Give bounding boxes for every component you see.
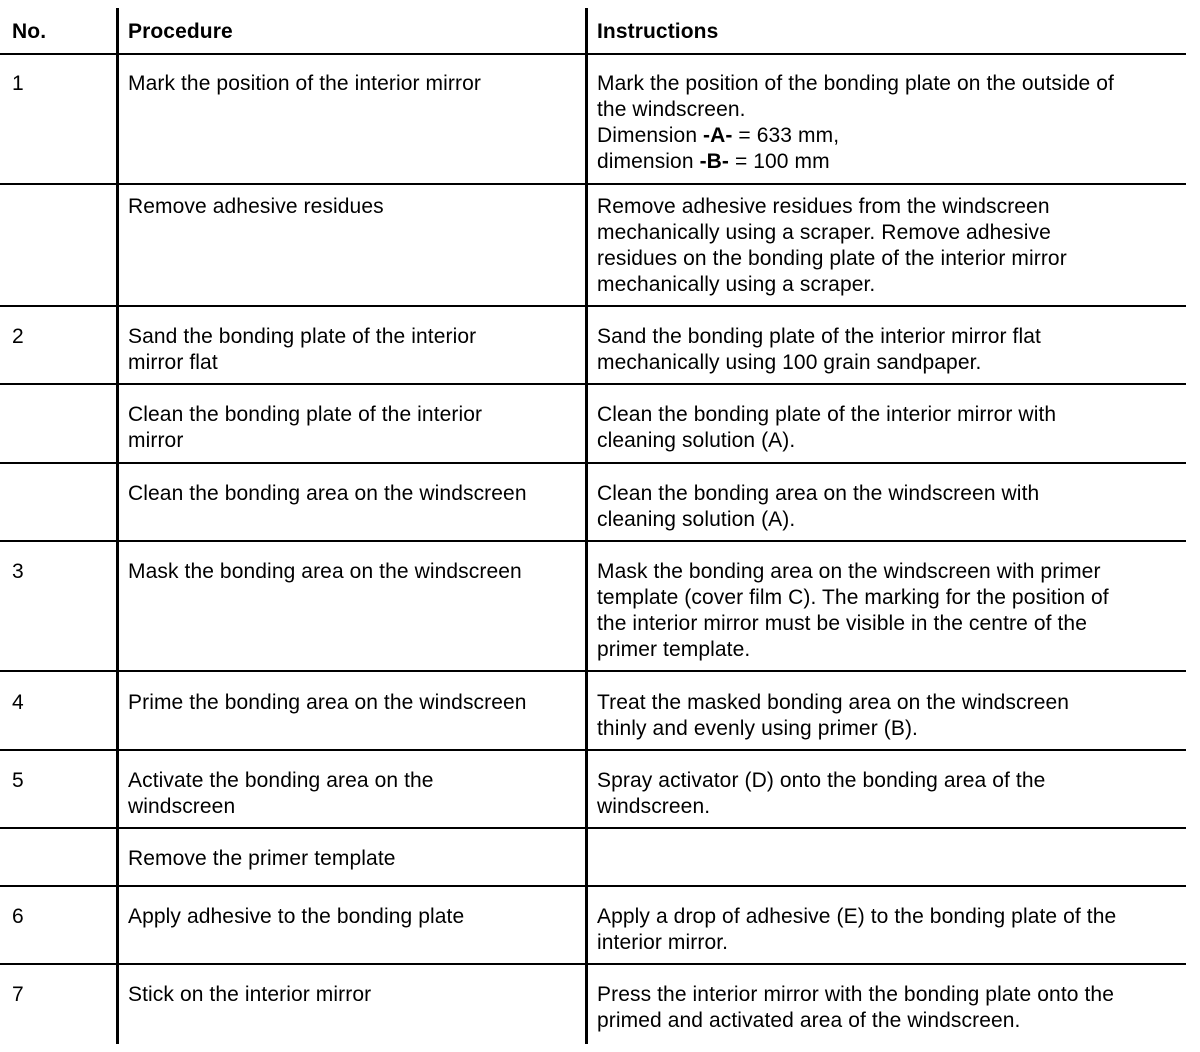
- instruction-line: windscreen.: [597, 795, 711, 818]
- procedure-cell: [128, 690, 527, 716]
- instruction-line: Treat the masked bonding area on the windscreen: [597, 691, 1070, 714]
- procedure-cell: [128, 904, 464, 930]
- procedure-cell: [128, 71, 481, 97]
- instructions-cell: [597, 768, 1045, 820]
- instruction-line: Clean the bonding area on the windscreen with: [597, 482, 1040, 505]
- column-divider-procedure-instructions: [585, 8, 588, 1044]
- procedure-cell: [128, 846, 396, 872]
- instruction-line: cleaning solution (A).: [597, 508, 796, 531]
- procedure-cell: [128, 324, 476, 376]
- instructions-cell: [597, 324, 1041, 376]
- procedure-line: Mark the position of the interior mirror: [128, 72, 481, 95]
- instructions-cell: [597, 559, 1109, 663]
- instruction-line: Clean the bonding plate of the interior mirror with: [597, 403, 1057, 426]
- dimension-a-label: -A-: [703, 124, 733, 147]
- row-number: 5: [12, 769, 24, 792]
- procedure-line: Activate the bonding area on the: [128, 769, 434, 792]
- instruction-line: cleaning solution (A).: [597, 429, 796, 452]
- procedure-cell: [128, 982, 371, 1008]
- procedure-cell: [128, 481, 527, 507]
- instructions-cell: [597, 904, 1116, 956]
- instructions-cell: [597, 690, 1069, 742]
- row-number: 6: [12, 905, 24, 928]
- procedure-line: Stick on the interior mirror: [128, 983, 372, 1006]
- procedure-cell: [128, 768, 434, 820]
- instruction-line: Press the interior mirror with the bonding plate onto the: [597, 983, 1114, 1006]
- instruction-line: Mark the position of the bonding plate on the outside of: [597, 72, 1114, 95]
- dimension-b-prefix: dimension: [597, 150, 700, 173]
- header-instructions: Instructions: [597, 20, 719, 43]
- instruction-line: Apply a drop of adhesive (E) to the bonding plate of the: [597, 905, 1117, 928]
- dimension-a-value: = 633 mm,: [732, 124, 840, 147]
- procedure-line: Mask the bonding area on the windscreen: [128, 560, 522, 583]
- procedure-cell: [128, 559, 522, 585]
- column-divider-no-procedure: [116, 8, 119, 1044]
- dimension-b-value: = 100 mm: [729, 150, 830, 173]
- header-no: No.: [12, 20, 47, 43]
- instruction-line: Spray activator (D) onto the bonding area of the: [597, 769, 1046, 792]
- row-divider: [0, 749, 1186, 751]
- row-divider: [0, 963, 1186, 965]
- dimension-b-line: [597, 149, 1114, 175]
- row-divider: [0, 305, 1186, 307]
- row-divider: [0, 183, 1186, 185]
- dimension-b-label: -B-: [699, 150, 730, 173]
- instruction-line: primed and activated area of the windscreen.: [597, 1009, 1021, 1032]
- procedure-cell: [128, 194, 384, 220]
- procedure-line: mirror: [128, 429, 184, 452]
- instruction-line: template (cover film C). The marking for the position of: [597, 586, 1109, 609]
- procedure-line: Prime the bonding area on the windscreen: [128, 691, 527, 714]
- row-divider: [0, 827, 1186, 829]
- row-divider: [0, 53, 1186, 55]
- instruction-line: Remove adhesive residues from the windscreen: [597, 195, 1050, 218]
- header-procedure: Procedure: [128, 20, 233, 43]
- row-divider: [0, 383, 1186, 385]
- procedure-line: windscreen: [128, 795, 236, 818]
- procedure-line: Clean the bonding plate of the interior: [128, 403, 483, 426]
- instructions-cell: [597, 982, 1114, 1034]
- row-divider: [0, 462, 1186, 464]
- procedure-line: Clean the bonding area on the windscreen: [128, 482, 527, 505]
- instruction-line: the interior mirror must be visible in the centre of the: [597, 612, 1087, 635]
- procedure-line: Apply adhesive to the bonding plate: [128, 905, 465, 928]
- instructions-cell: [597, 194, 1067, 298]
- instruction-line: mechanically using a scraper. Remove adhesive: [597, 221, 1051, 244]
- procedure-line: mirror flat: [128, 351, 218, 374]
- row-divider: [0, 885, 1186, 887]
- instructions-cell: [597, 402, 1056, 454]
- instruction-line: Mask the bonding area on the windscreen with primer: [597, 560, 1101, 583]
- procedure-line: Remove the primer template: [128, 847, 396, 870]
- instruction-line: primer template.: [597, 638, 751, 661]
- instructions-cell: [597, 71, 1114, 175]
- instructions-cell: [597, 481, 1039, 533]
- instruction-line: the windscreen.: [597, 98, 746, 121]
- row-divider: [0, 540, 1186, 542]
- row-number: 2: [12, 325, 24, 348]
- row-number: 3: [12, 560, 24, 583]
- instruction-line: thinly and evenly using primer (B).: [597, 717, 918, 740]
- instruction-line: mechanically using 100 grain sandpaper.: [597, 351, 982, 374]
- instruction-line: mechanically using a scraper.: [597, 273, 876, 296]
- instruction-line: interior mirror.: [597, 931, 729, 954]
- procedure-line: Sand the bonding plate of the interior: [128, 325, 477, 348]
- instruction-line: residues on the bonding plate of the interior mirror: [597, 247, 1067, 270]
- dimension-a-prefix: Dimension: [597, 124, 704, 147]
- dimension-a-line: [597, 123, 1114, 149]
- procedure-cell: [128, 402, 482, 454]
- row-number: 7: [12, 983, 24, 1006]
- row-number: 1: [12, 72, 24, 95]
- instruction-line: Sand the bonding plate of the interior mirror flat: [597, 325, 1041, 348]
- row-divider: [0, 670, 1186, 672]
- procedure-line: Remove adhesive residues: [128, 195, 384, 218]
- row-number: 4: [12, 691, 24, 714]
